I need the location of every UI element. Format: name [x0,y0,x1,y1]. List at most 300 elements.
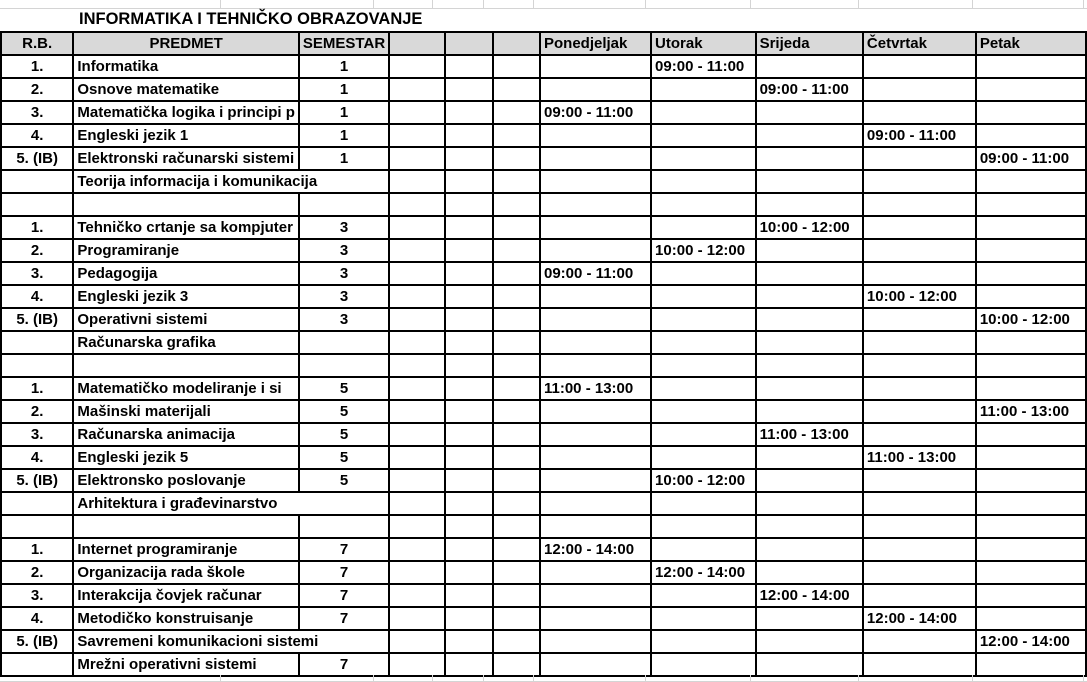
time-cell-srijeda[interactable] [756,354,863,377]
spacer-cell[interactable] [493,354,540,377]
rb-cell[interactable]: 5. (IB) [1,147,73,170]
header-semestar[interactable]: SEMESTAR [299,32,389,55]
time-cell-utorak[interactable] [651,262,756,285]
spacer-cell[interactable] [445,285,493,308]
time-cell-ponedjeljak[interactable] [540,446,651,469]
time-cell-ponedjeljak[interactable] [540,561,651,584]
semestar-cell[interactable]: 7 [299,653,389,676]
time-cell-četvrtak[interactable]: 11:00 - 13:00 [863,446,976,469]
rb-cell[interactable]: 3. [1,423,73,446]
time-cell-srijeda[interactable]: 10:00 - 12:00 [756,216,863,239]
time-cell-utorak[interactable] [651,216,756,239]
sheet-title-cell[interactable]: INFORMATIKA I TEHNIČKO OBRAZOVANJE [79,10,423,28]
time-cell-ponedjeljak[interactable] [540,653,651,676]
time-cell-ponedjeljak[interactable] [540,400,651,423]
time-cell-petak[interactable] [976,653,1086,676]
predmet-cell[interactable]: Interakcija čovjek računar [73,584,299,607]
spacer-cell[interactable] [493,400,540,423]
time-cell-četvrtak[interactable] [863,101,976,124]
time-cell-srijeda[interactable] [756,101,863,124]
spacer-cell[interactable] [493,515,540,538]
time-cell-ponedjeljak[interactable]: 11:00 - 13:00 [540,377,651,400]
header-predmet[interactable]: PREDMET [73,32,299,55]
time-cell-srijeda[interactable] [756,193,863,216]
semestar-cell[interactable]: 3 [299,216,389,239]
time-cell-ponedjeljak[interactable] [540,515,651,538]
time-cell-četvrtak[interactable] [863,561,976,584]
time-cell-četvrtak[interactable]: 09:00 - 11:00 [863,124,976,147]
spacer-cell[interactable] [445,308,493,331]
predmet-cell[interactable] [73,515,299,538]
predmet-cell[interactable]: Arhitektura i građevinarstvo [73,492,389,515]
semestar-cell[interactable]: 7 [299,561,389,584]
spacer-cell[interactable] [389,216,445,239]
time-cell-srijeda[interactable] [756,331,863,354]
spacer-cell[interactable] [389,584,445,607]
spacer-cell[interactable] [493,377,540,400]
time-cell-četvrtak[interactable] [863,331,976,354]
time-cell-četvrtak[interactable] [863,78,976,101]
time-cell-utorak[interactable] [651,423,756,446]
spacer-cell[interactable] [445,124,493,147]
time-cell-četvrtak[interactable] [863,55,976,78]
header-spacer[interactable] [493,32,540,55]
time-cell-petak[interactable] [976,101,1086,124]
header-spacer[interactable] [445,32,493,55]
spacer-cell[interactable] [389,630,445,653]
time-cell-srijeda[interactable] [756,492,863,515]
spacer-cell[interactable] [493,170,540,193]
time-cell-ponedjeljak[interactable]: 12:00 - 14:00 [540,538,651,561]
rb-cell[interactable] [1,492,73,515]
time-cell-petak[interactable] [976,55,1086,78]
spacer-cell[interactable] [493,538,540,561]
spacer-cell[interactable] [493,630,540,653]
time-cell-petak[interactable] [976,285,1086,308]
semestar-cell[interactable]: 5 [299,469,389,492]
spacer-cell[interactable] [493,469,540,492]
rb-cell[interactable]: 5. (IB) [1,630,73,653]
rb-cell[interactable]: 1. [1,216,73,239]
spacer-cell[interactable] [493,78,540,101]
rb-cell[interactable]: 5. (IB) [1,308,73,331]
time-cell-četvrtak[interactable]: 10:00 - 12:00 [863,285,976,308]
spacer-cell[interactable] [493,607,540,630]
semestar-cell[interactable]: 3 [299,285,389,308]
predmet-cell[interactable]: Savremeni komunikacioni sistemi [73,630,389,653]
rb-cell[interactable] [1,170,73,193]
semestar-cell[interactable] [299,515,389,538]
rb-cell[interactable]: 2. [1,78,73,101]
predmet-cell[interactable]: Mašinski materijali [73,400,299,423]
time-cell-četvrtak[interactable] [863,630,976,653]
spacer-cell[interactable] [389,607,445,630]
spacer-cell[interactable] [493,492,540,515]
time-cell-ponedjeljak[interactable] [540,55,651,78]
time-cell-petak[interactable] [976,446,1086,469]
spacer-cell[interactable] [445,492,493,515]
header-spacer[interactable] [389,32,445,55]
time-cell-srijeda[interactable] [756,262,863,285]
time-cell-četvrtak[interactable] [863,423,976,446]
header-day-srijeda[interactable]: Srijeda [756,32,863,55]
predmet-cell[interactable]: Organizacija rada škole [73,561,299,584]
spacer-cell[interactable] [445,262,493,285]
predmet-cell[interactable]: Informatika [73,55,299,78]
header-day-utorak[interactable]: Utorak [651,32,756,55]
time-cell-srijeda[interactable] [756,170,863,193]
time-cell-ponedjeljak[interactable] [540,308,651,331]
rb-cell[interactable] [1,354,73,377]
spacer-cell[interactable] [445,538,493,561]
spacer-cell[interactable] [493,584,540,607]
spacer-cell[interactable] [493,285,540,308]
rb-cell[interactable] [1,515,73,538]
spacer-cell[interactable] [493,331,540,354]
time-cell-četvrtak[interactable] [863,239,976,262]
time-cell-srijeda[interactable] [756,285,863,308]
time-cell-srijeda[interactable] [756,630,863,653]
spacer-cell[interactable] [389,423,445,446]
time-cell-četvrtak[interactable] [863,147,976,170]
predmet-cell[interactable]: Pedagogija [73,262,299,285]
spacer-cell[interactable] [493,124,540,147]
semestar-cell[interactable]: 7 [299,538,389,561]
time-cell-utorak[interactable] [651,653,756,676]
time-cell-ponedjeljak[interactable] [540,584,651,607]
spacer-cell[interactable] [389,193,445,216]
time-cell-petak[interactable] [976,262,1086,285]
time-cell-četvrtak[interactable]: 12:00 - 14:00 [863,607,976,630]
time-cell-četvrtak[interactable] [863,377,976,400]
time-cell-petak[interactable] [976,354,1086,377]
semestar-cell[interactable]: 7 [299,584,389,607]
spacer-cell[interactable] [493,55,540,78]
predmet-cell[interactable]: Tehničko crtanje sa kompjuter [73,216,299,239]
time-cell-utorak[interactable] [651,78,756,101]
semestar-cell[interactable]: 5 [299,423,389,446]
spacer-cell[interactable] [389,653,445,676]
time-cell-utorak[interactable] [651,377,756,400]
time-cell-utorak[interactable] [651,446,756,469]
time-cell-utorak[interactable] [651,193,756,216]
spacer-cell[interactable] [389,147,445,170]
time-cell-srijeda[interactable]: 12:00 - 14:00 [756,584,863,607]
rb-cell[interactable]: 4. [1,446,73,469]
predmet-cell[interactable]: Internet programiranje [73,538,299,561]
time-cell-utorak[interactable]: 12:00 - 14:00 [651,561,756,584]
time-cell-utorak[interactable] [651,515,756,538]
time-cell-petak[interactable] [976,607,1086,630]
time-cell-ponedjeljak[interactable] [540,170,651,193]
time-cell-ponedjeljak[interactable] [540,285,651,308]
time-cell-utorak[interactable] [651,124,756,147]
time-cell-srijeda[interactable]: 09:00 - 11:00 [756,78,863,101]
time-cell-utorak[interactable]: 09:00 - 11:00 [651,55,756,78]
predmet-cell[interactable]: Osnove matematike [73,78,299,101]
time-cell-srijeda[interactable] [756,147,863,170]
time-cell-srijeda[interactable] [756,400,863,423]
time-cell-petak[interactable] [976,492,1086,515]
time-cell-ponedjeljak[interactable]: 09:00 - 11:00 [540,101,651,124]
time-cell-ponedjeljak[interactable] [540,630,651,653]
predmet-cell[interactable]: Računarska grafika [73,331,299,354]
time-cell-četvrtak[interactable] [863,193,976,216]
spacer-cell[interactable] [445,446,493,469]
spacer-cell[interactable] [389,239,445,262]
spacer-cell[interactable] [389,78,445,101]
semestar-cell[interactable] [299,331,389,354]
rb-cell[interactable] [1,193,73,216]
rb-cell[interactable]: 4. [1,285,73,308]
time-cell-četvrtak[interactable] [863,308,976,331]
header-day-ponedjeljak[interactable]: Ponedjeljak [540,32,651,55]
semestar-cell[interactable]: 5 [299,446,389,469]
predmet-cell[interactable]: Metodičko konstruisanje [73,607,299,630]
time-cell-srijeda[interactable] [756,239,863,262]
time-cell-ponedjeljak[interactable] [540,147,651,170]
semestar-cell[interactable]: 3 [299,308,389,331]
time-cell-četvrtak[interactable] [863,262,976,285]
predmet-cell[interactable]: Programiranje [73,239,299,262]
time-cell-petak[interactable] [976,170,1086,193]
spacer-cell[interactable] [493,262,540,285]
time-cell-ponedjeljak[interactable] [540,193,651,216]
semestar-cell[interactable] [299,193,389,216]
spacer-cell[interactable] [389,285,445,308]
spacer-cell[interactable] [493,561,540,584]
time-cell-petak[interactable]: 11:00 - 13:00 [976,400,1086,423]
time-cell-utorak[interactable]: 10:00 - 12:00 [651,469,756,492]
spacer-cell[interactable] [445,377,493,400]
header-day-cetvrtak[interactable]: Četvrtak [863,32,976,55]
rb-cell[interactable]: 3. [1,584,73,607]
time-cell-srijeda[interactable] [756,469,863,492]
time-cell-četvrtak[interactable] [863,354,976,377]
rb-cell[interactable]: 2. [1,239,73,262]
time-cell-petak[interactable] [976,469,1086,492]
spacer-cell[interactable] [445,607,493,630]
time-cell-ponedjeljak[interactable] [540,124,651,147]
spacer-cell[interactable] [445,331,493,354]
time-cell-srijeda[interactable] [756,377,863,400]
time-cell-četvrtak[interactable] [863,400,976,423]
time-cell-srijeda[interactable] [756,653,863,676]
spacer-cell[interactable] [445,216,493,239]
semestar-cell[interactable]: 5 [299,377,389,400]
time-cell-ponedjeljak[interactable] [540,78,651,101]
time-cell-utorak[interactable] [651,354,756,377]
spacer-cell[interactable] [389,515,445,538]
time-cell-ponedjeljak[interactable] [540,354,651,377]
predmet-cell[interactable]: Elektronsko poslovanje [73,469,299,492]
spacer-cell[interactable] [389,446,445,469]
predmet-cell[interactable] [73,354,299,377]
time-cell-petak[interactable] [976,216,1086,239]
time-cell-srijeda[interactable] [756,515,863,538]
spacer-cell[interactable] [493,423,540,446]
time-cell-srijeda[interactable] [756,446,863,469]
time-cell-petak[interactable] [976,331,1086,354]
spacer-cell[interactable] [445,101,493,124]
predmet-cell[interactable]: Engleski jezik 5 [73,446,299,469]
semestar-cell[interactable]: 1 [299,55,389,78]
spacer-cell[interactable] [389,124,445,147]
spacer-cell[interactable] [389,561,445,584]
time-cell-četvrtak[interactable] [863,492,976,515]
rb-cell[interactable]: 5. (IB) [1,469,73,492]
time-cell-ponedjeljak[interactable]: 09:00 - 11:00 [540,262,651,285]
time-cell-petak[interactable] [976,515,1086,538]
spacer-cell[interactable] [445,354,493,377]
semestar-cell[interactable]: 1 [299,147,389,170]
predmet-cell[interactable]: Operativni sistemi [73,308,299,331]
rb-cell[interactable]: 1. [1,55,73,78]
rb-cell[interactable]: 3. [1,262,73,285]
time-cell-petak[interactable] [976,561,1086,584]
time-cell-utorak[interactable] [651,538,756,561]
predmet-cell[interactable]: Engleski jezik 3 [73,285,299,308]
spacer-cell[interactable] [389,101,445,124]
predmet-cell[interactable]: Engleski jezik 1 [73,124,299,147]
time-cell-ponedjeljak[interactable] [540,469,651,492]
semestar-cell[interactable]: 1 [299,101,389,124]
time-cell-utorak[interactable] [651,147,756,170]
time-cell-ponedjeljak[interactable] [540,492,651,515]
time-cell-petak[interactable]: 09:00 - 11:00 [976,147,1086,170]
spacer-cell[interactable] [445,515,493,538]
time-cell-četvrtak[interactable] [863,584,976,607]
semestar-cell[interactable]: 3 [299,262,389,285]
time-cell-srijeda[interactable] [756,538,863,561]
header-day-petak[interactable]: Petak [976,32,1086,55]
spacer-cell[interactable] [445,78,493,101]
semestar-cell[interactable] [299,354,389,377]
rb-cell[interactable]: 1. [1,538,73,561]
time-cell-utorak[interactable] [651,630,756,653]
spacer-cell[interactable] [445,193,493,216]
time-cell-utorak[interactable] [651,400,756,423]
spacer-cell[interactable] [493,216,540,239]
time-cell-četvrtak[interactable] [863,538,976,561]
spacer-cell[interactable] [445,147,493,170]
time-cell-srijeda[interactable] [756,124,863,147]
time-cell-utorak[interactable] [651,607,756,630]
spacer-cell[interactable] [389,400,445,423]
spacer-cell[interactable] [445,55,493,78]
predmet-cell[interactable]: Elektronski računarski sistemi [73,147,299,170]
time-cell-utorak[interactable] [651,170,756,193]
spacer-cell[interactable] [445,630,493,653]
semestar-cell[interactable]: 1 [299,78,389,101]
rb-cell[interactable]: 1. [1,377,73,400]
rb-cell[interactable]: 4. [1,124,73,147]
semestar-cell[interactable]: 3 [299,239,389,262]
time-cell-petak[interactable] [976,78,1086,101]
spacer-cell[interactable] [493,446,540,469]
time-cell-petak[interactable] [976,239,1086,262]
time-cell-utorak[interactable]: 10:00 - 12:00 [651,239,756,262]
spacer-cell[interactable] [445,584,493,607]
spacer-cell[interactable] [389,308,445,331]
spacer-cell[interactable] [445,561,493,584]
time-cell-petak[interactable]: 12:00 - 14:00 [976,630,1086,653]
time-cell-srijeda[interactable] [756,607,863,630]
rb-cell[interactable] [1,331,73,354]
time-cell-petak[interactable] [976,584,1086,607]
time-cell-utorak[interactable] [651,492,756,515]
predmet-cell[interactable]: Mrežni operativni sistemi [73,653,299,676]
rb-cell[interactable]: 2. [1,561,73,584]
predmet-cell[interactable]: Matematičko modeliranje i si [73,377,299,400]
time-cell-srijeda[interactable]: 11:00 - 13:00 [756,423,863,446]
header-rb[interactable]: R.B. [1,32,73,55]
spacer-cell[interactable] [389,377,445,400]
time-cell-petak[interactable] [976,193,1086,216]
spacer-cell[interactable] [389,170,445,193]
spacer-cell[interactable] [389,469,445,492]
time-cell-srijeda[interactable] [756,561,863,584]
spacer-cell[interactable] [493,193,540,216]
spacer-cell[interactable] [445,653,493,676]
spacer-cell[interactable] [493,239,540,262]
spacer-cell[interactable] [493,101,540,124]
time-cell-srijeda[interactable] [756,55,863,78]
time-cell-utorak[interactable] [651,308,756,331]
spacer-cell[interactable] [389,262,445,285]
spacer-cell[interactable] [389,55,445,78]
spacer-cell[interactable] [445,239,493,262]
time-cell-ponedjeljak[interactable] [540,423,651,446]
time-cell-utorak[interactable] [651,101,756,124]
spacer-cell[interactable] [493,308,540,331]
time-cell-utorak[interactable] [651,285,756,308]
time-cell-srijeda[interactable] [756,308,863,331]
spacer-cell[interactable] [445,170,493,193]
spacer-cell[interactable] [445,469,493,492]
time-cell-četvrtak[interactable] [863,216,976,239]
semestar-cell[interactable]: 5 [299,400,389,423]
time-cell-utorak[interactable] [651,331,756,354]
predmet-cell[interactable]: Matematička logika i principi p [73,101,299,124]
time-cell-ponedjeljak[interactable] [540,331,651,354]
spacer-cell[interactable] [389,354,445,377]
spacer-cell[interactable] [389,492,445,515]
time-cell-ponedjeljak[interactable] [540,239,651,262]
time-cell-utorak[interactable] [651,584,756,607]
time-cell-petak[interactable] [976,423,1086,446]
spacer-cell[interactable] [389,538,445,561]
rb-cell[interactable]: 2. [1,400,73,423]
time-cell-četvrtak[interactable] [863,515,976,538]
predmet-cell[interactable]: Teorija informacija i komunikacija [73,170,389,193]
time-cell-petak[interactable] [976,538,1086,561]
time-cell-četvrtak[interactable] [863,469,976,492]
semestar-cell[interactable]: 1 [299,124,389,147]
time-cell-ponedjeljak[interactable] [540,607,651,630]
rb-cell[interactable] [1,653,73,676]
spacer-cell[interactable] [445,423,493,446]
time-cell-petak[interactable] [976,377,1086,400]
time-cell-petak[interactable]: 10:00 - 12:00 [976,308,1086,331]
time-cell-ponedjeljak[interactable] [540,216,651,239]
spacer-cell[interactable] [493,653,540,676]
semestar-cell[interactable]: 7 [299,607,389,630]
predmet-cell[interactable] [73,193,299,216]
spacer-cell[interactable] [445,400,493,423]
rb-cell[interactable]: 3. [1,101,73,124]
spacer-cell[interactable] [389,331,445,354]
